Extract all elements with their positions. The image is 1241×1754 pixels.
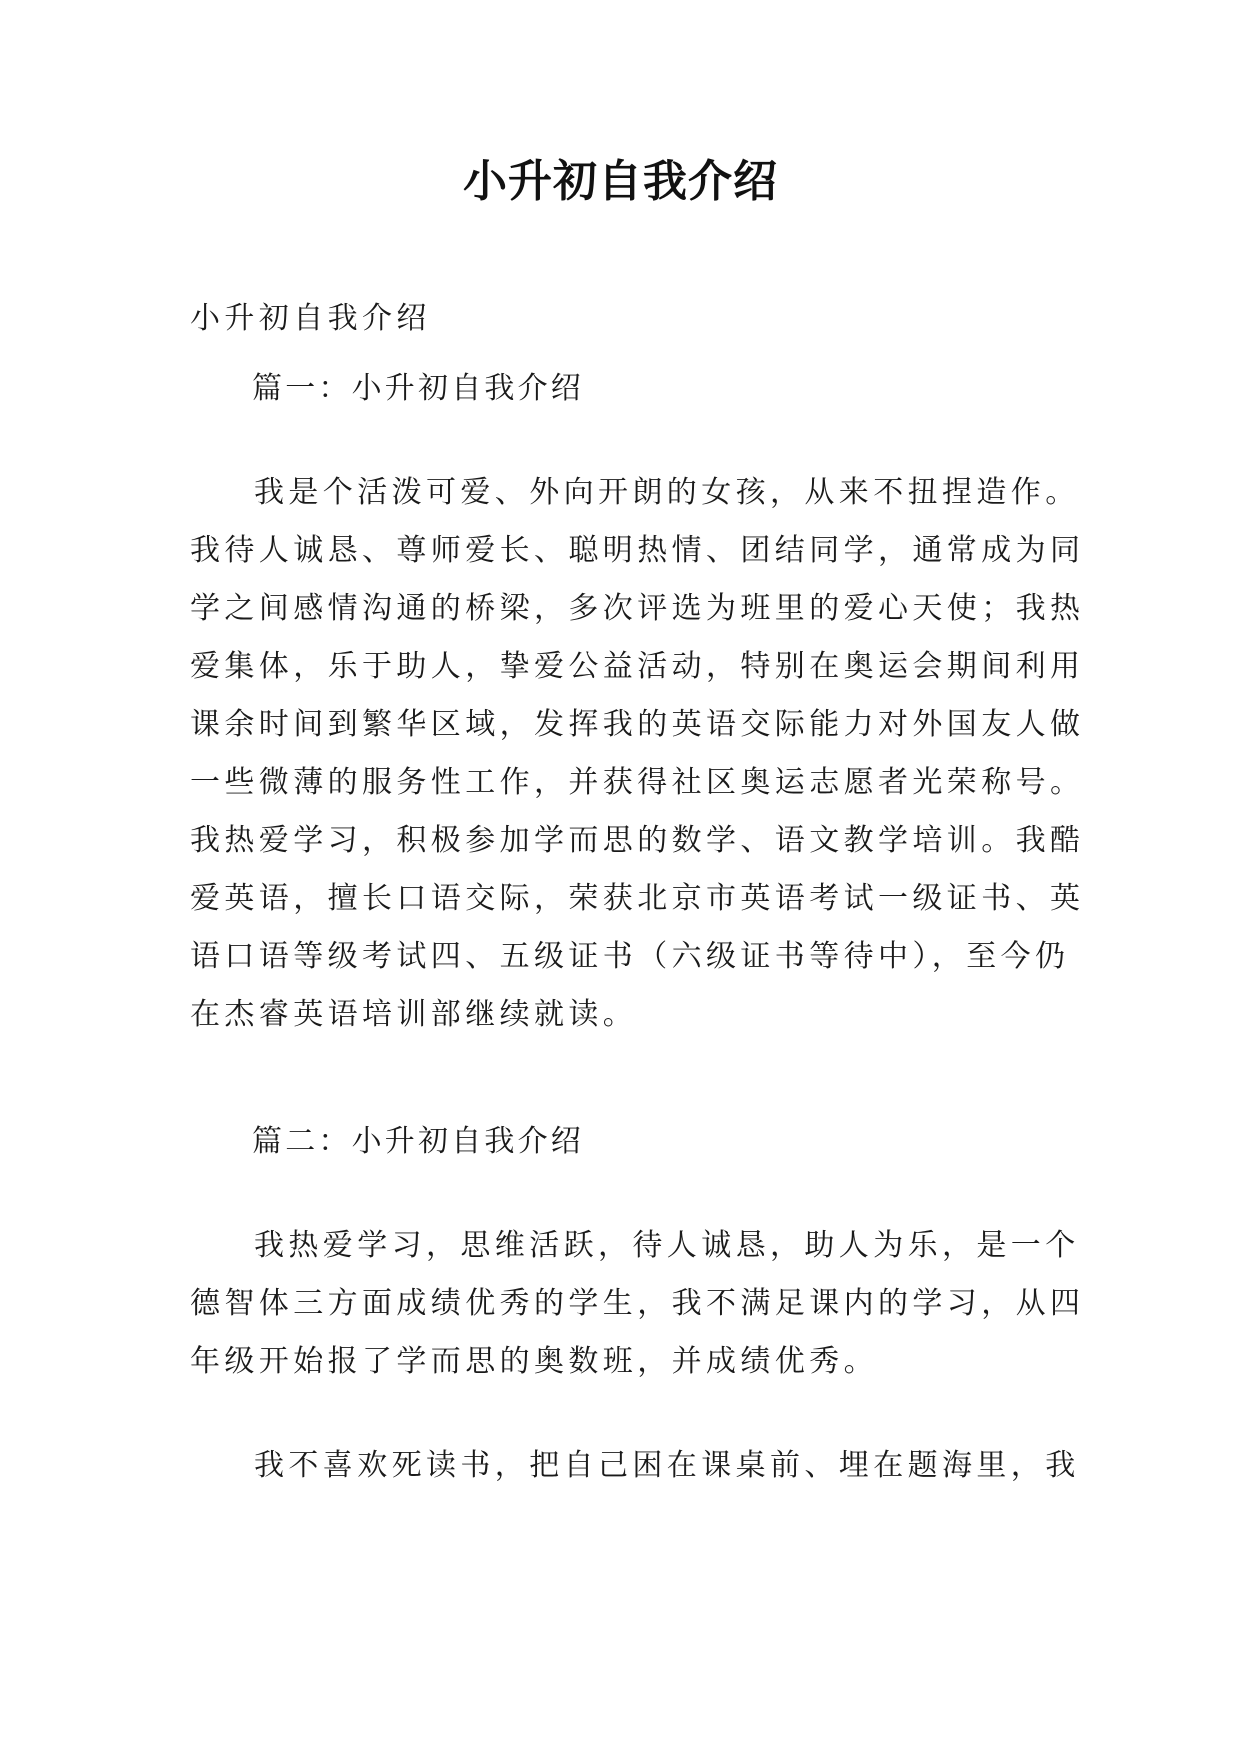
section2-heading [190,1113,1050,1171]
document-title: 小升初自我介绍 [463,156,778,207]
paragraph-line: 语口语等级考试四、五级证书（六级证书等待中），至今仍 [190,939,1070,974]
paragraph-line: 一些微薄的服务性工作，并获得社区奥运志愿者光荣称号。 [190,765,1085,800]
paragraph-line: 课余时间到繁华区域，发挥我的英语交际能力对外国友人做 [190,707,1085,742]
section1-heading-text: 篇一：小升初自我介绍 [252,371,584,406]
section2-paragraph-1 [190,1217,1085,1391]
document-subtitle [190,290,1050,348]
paragraph-line: 我不喜欢死读书，把自己困在课桌前、埋在题海里，我 [254,1448,1080,1483]
paragraph-line: 学之间感情沟通的桥梁，多次评选为班里的爱心天使；我热 [190,591,1085,626]
section1-paragraph [190,464,1085,1044]
section2-paragraph-2 [190,1437,1080,1495]
paragraph-line: 年级开始报了学而思的奥数班，并成绩优秀。 [190,1344,878,1379]
paragraph-line: 爱英语，擅长口语交际，荣获北京市英语考试一级证书、英 [190,881,1085,916]
paragraph-line: 德智体三方面成绩优秀的学生，我不满足课内的学习，从四 [190,1286,1085,1321]
paragraph-line: 我待人诚恳、尊师爱长、聪明热情、团结同学，通常成为同 [190,533,1085,568]
paragraph-line: 在杰睿英语培训部继续就读。 [190,997,638,1032]
paragraph-line: 爱集体，乐于助人，挚爱公益活动，特别在奥运会期间利用 [190,649,1085,684]
section2-heading-text: 篇二：小升初自我介绍 [252,1124,584,1159]
paragraph-line: 我热爱学习，积极参加学而思的数学、语文教学培训。我酷 [190,823,1085,858]
subtitle-text: 小升初自我介绍 [190,301,431,336]
paragraph-line: 我是个活泼可爱、外向开朗的女孩，从来不扭捏造作。 [254,475,1080,510]
section1-heading [190,360,1050,418]
paragraph-line: 我热爱学习，思维活跃，待人诚恳，助人为乐，是一个 [254,1228,1080,1263]
